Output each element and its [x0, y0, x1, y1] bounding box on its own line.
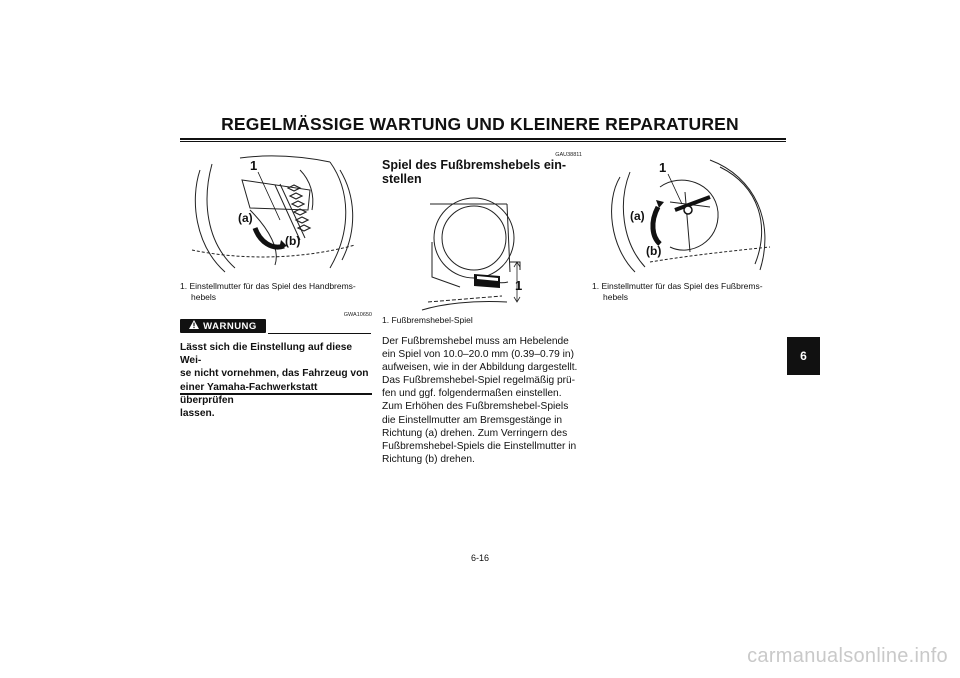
watermark: carmanualsonline.info: [747, 645, 948, 667]
body-line: fen und ggf. folgendermaßen einstellen.: [382, 388, 562, 400]
figure-right-caption: [592, 281, 787, 302]
body-text: [382, 335, 582, 466]
warning-triangle-icon: [189, 320, 199, 332]
chapter-tab: 6: [787, 337, 820, 375]
body-line: Richtung (b) drehen.: [382, 453, 475, 465]
figure-left-label-1: 1: [250, 158, 258, 173]
figure-handbrake-adjuster: [180, 150, 375, 278]
warning-badge-label: WARNUNG: [203, 320, 257, 332]
section-title: [382, 158, 582, 186]
warning-line: lassen.: [180, 408, 215, 420]
section-code: GAU38811: [555, 152, 582, 158]
page-number: 6-16: [470, 553, 489, 563]
body-line: Fußbremshebel-Spiels die Einstellmutter in: [382, 440, 577, 452]
body-line: Der Fußbremshebel muss am Hebelende: [382, 336, 569, 347]
figure-middle-caption: [382, 315, 582, 326]
body-line: Richtung (a) drehen. Zum Verringern des: [382, 427, 568, 439]
caption-text-line1: Fußbremshebel-Spiel: [391, 315, 473, 325]
figure-left-label-a: (a): [238, 211, 253, 225]
figure-footbrake-adjuster: [590, 152, 785, 277]
warning-text: [180, 341, 372, 420]
warning-rule: [268, 333, 371, 334]
header-rule: [180, 138, 786, 140]
figure-left-label-b: (b): [285, 234, 301, 248]
body-line: Das Fußbremshebel-Spiel regelmäßig prü-: [382, 375, 576, 387]
caption-text-line2: hebels: [603, 291, 629, 302]
caption-number: 1.: [180, 281, 188, 291]
warning-line: se nicht vornehmen, das Fahrzeug von: [180, 368, 369, 380]
body-line: Zum Erhöhen des Fußbremshebel-Spiels: [382, 401, 569, 413]
section-title-line2: stellen: [382, 172, 422, 186]
caption-text-line2: hebels: [191, 291, 217, 302]
figure-footbrake-lever: [382, 192, 527, 312]
warning-line: einer Yamaha-Fachwerkstatt überprüfen: [180, 381, 318, 406]
warning-end-rule: [180, 393, 372, 395]
caption-number: 1.: [382, 315, 390, 325]
body-line: aufweisen, wie in der Abbildung dargestellt.: [382, 362, 578, 374]
figure-right-label-b: (b): [646, 244, 662, 258]
page-header-title: REGELMÄSSIGE WARTUNG UND KLEINERE REPARATUREN: [221, 114, 739, 134]
figure-right-label-a: (a): [630, 209, 645, 223]
body-line: ein Spiel von 10.0–20.0 mm (0.39–0.79 in): [382, 349, 574, 361]
caption-number: 1.: [592, 281, 600, 291]
figure-left-caption: [180, 281, 375, 302]
figure-middle-label-1: 1: [515, 278, 523, 293]
warning-line: Lässt sich die Einstellung auf diese Wei-: [180, 342, 353, 367]
header-rule-thin: [180, 141, 786, 142]
section-title-line1: Spiel des Fußbremshebels ein-: [382, 158, 567, 172]
warning-badge: [180, 319, 266, 333]
warning-code: GWA10650: [343, 312, 372, 318]
body-line: die Einstellmutter am Bremsgestänge in: [382, 414, 563, 426]
caption-text-line1: Einstellmutter für das Spiel des Handbrems-: [189, 281, 356, 291]
figure-right-label-1: 1: [659, 160, 667, 175]
caption-text-line1: Einstellmutter für das Spiel des Fußbrems-: [601, 281, 763, 291]
